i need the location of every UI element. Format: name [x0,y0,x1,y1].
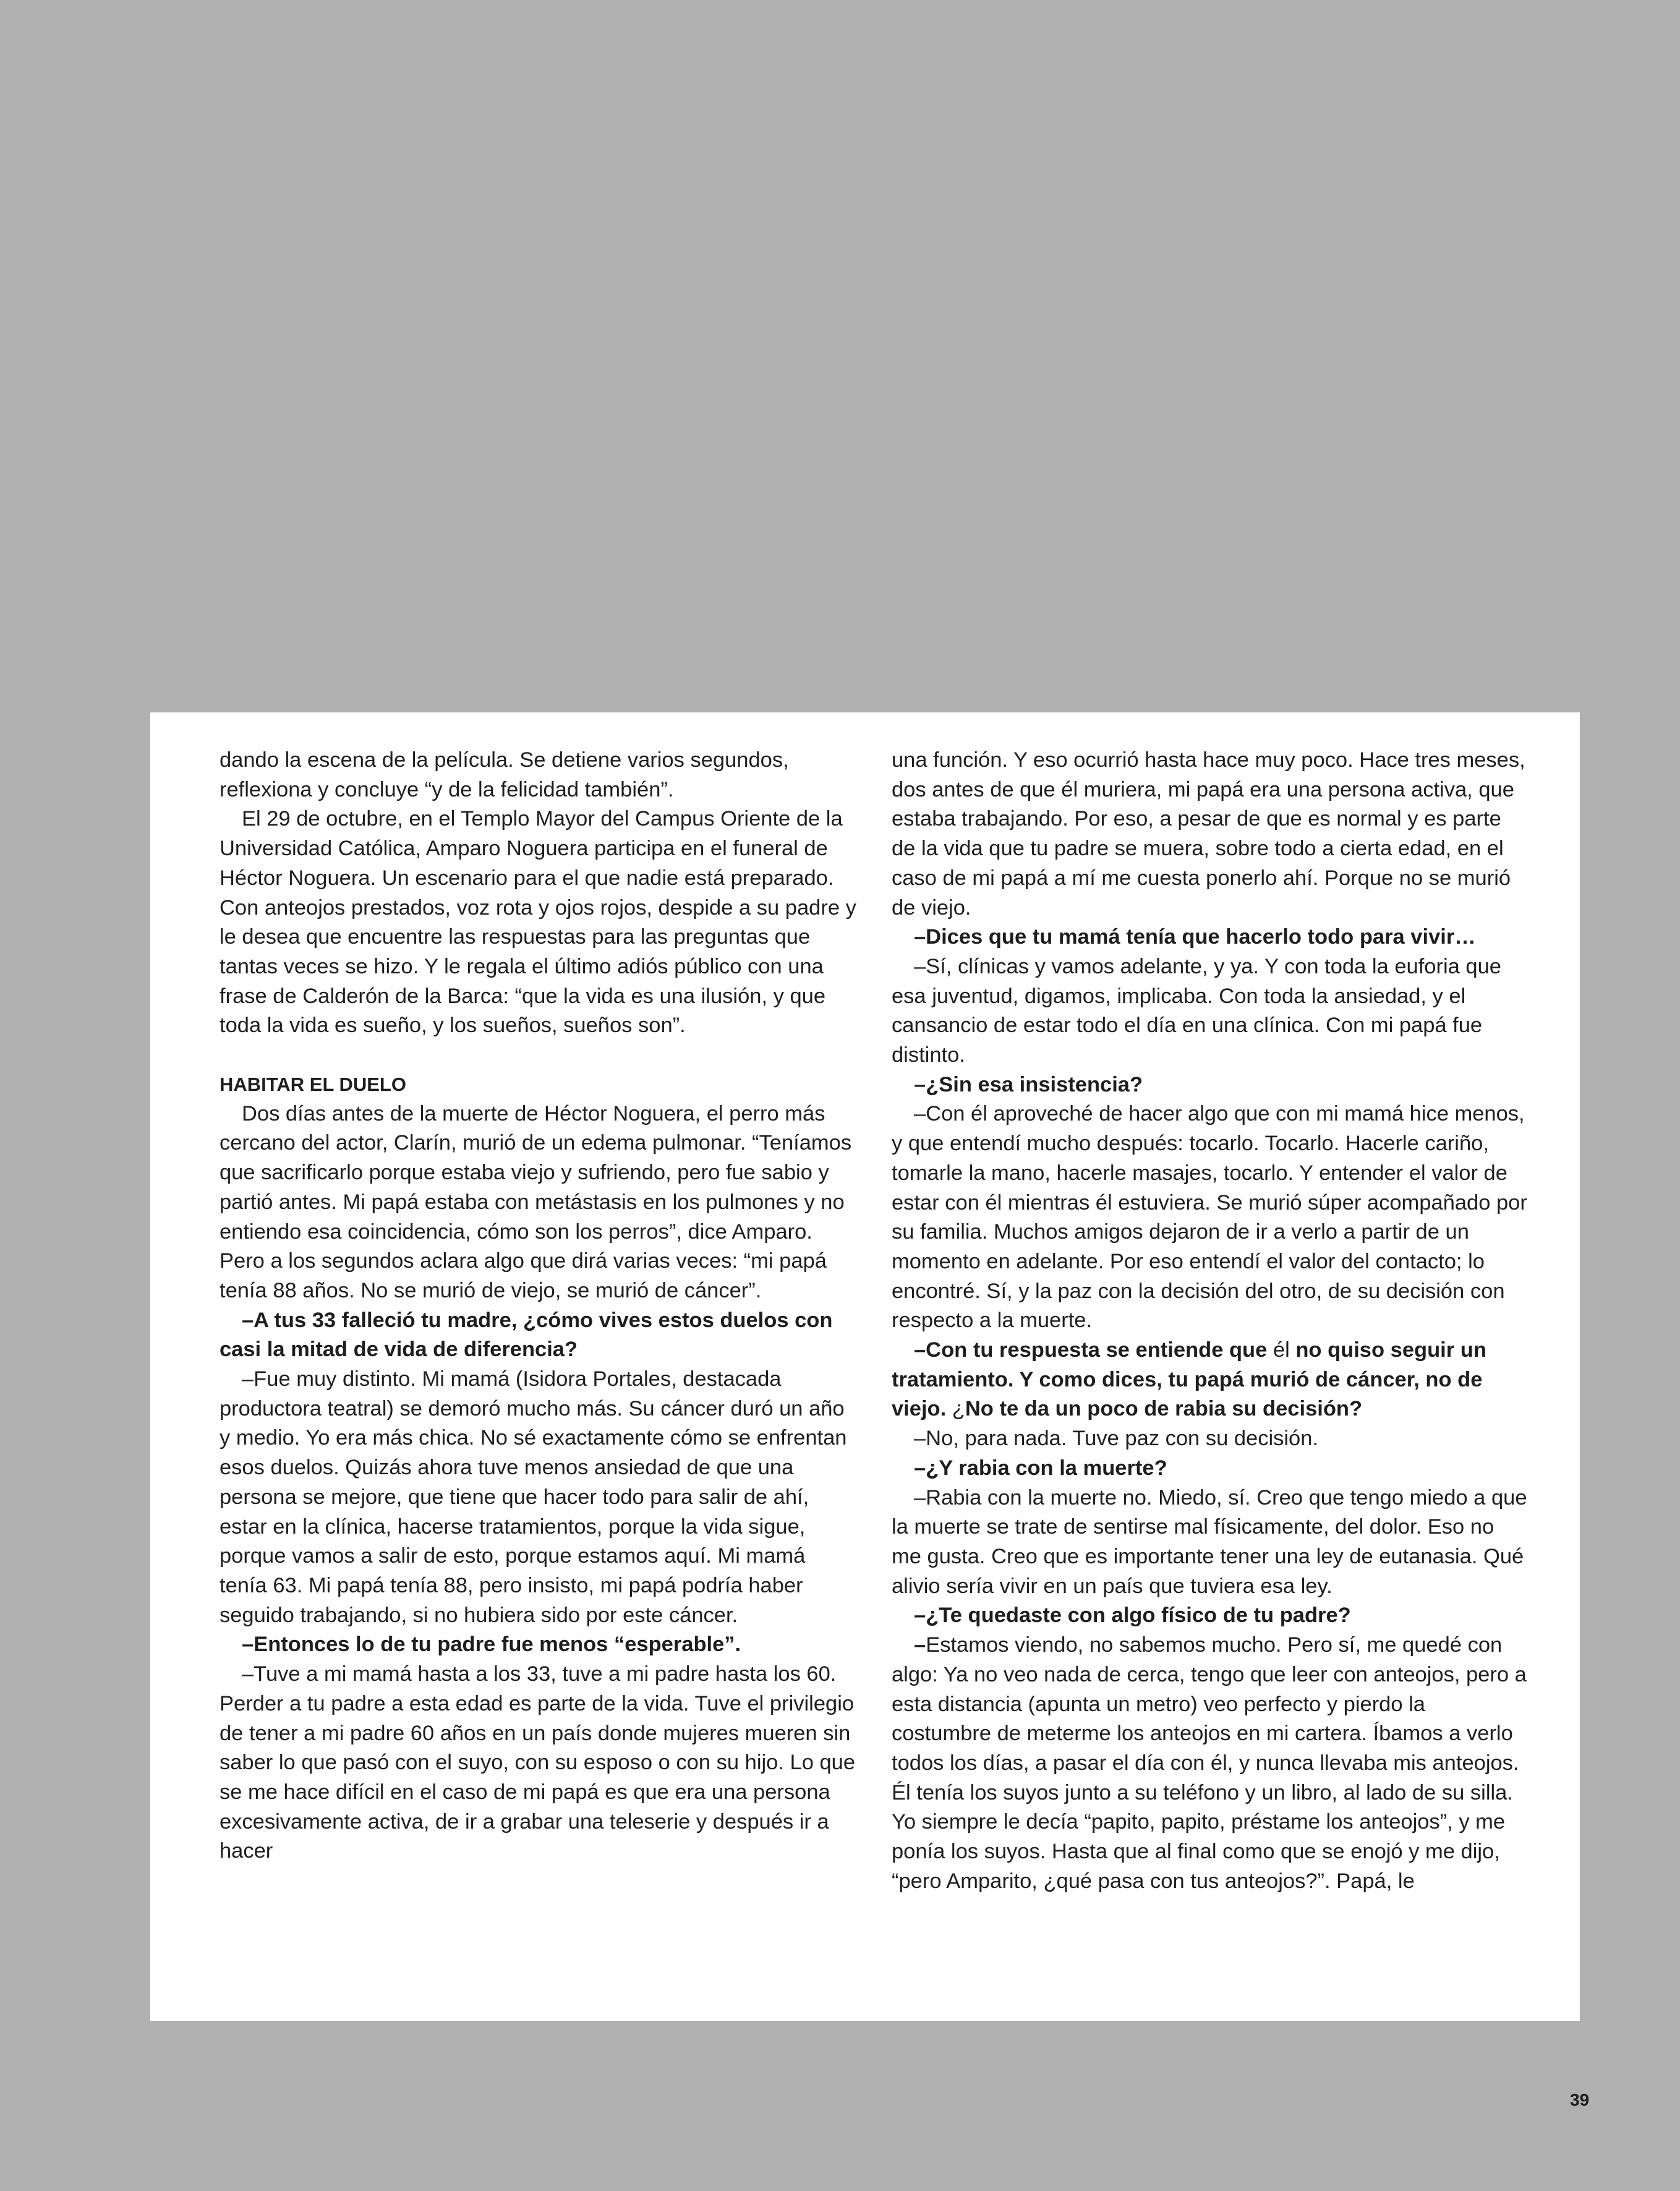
article-column-left [220,746,856,1866]
question-part: ¿ [946,1397,965,1421]
paragraph: una función. Y eso ocurrió hasta hace muy poco. Hace tres meses, dos antes de que él muriera, mi papá era una persona activa, que estaba trabajando. Por eso, a pesar de que es normal y es parte de la vida que tu padre se muera, sobre todo a cierta edad, en el caso de mi papá a mí me cuesta ponerlo ahí. Porque no se murió de viejo. [892,748,1525,920]
interview-question: –¿Te quedaste con algo físico de tu padre? [914,1604,1351,1628]
paragraph: dando la escena de la película. Se detiene varios segundos, reflexiona y concluye “y de la felicidad también”. [220,748,789,801]
article-column-right [892,746,1529,1896]
interview-question: –Entonces lo de tu padre fue menos “esperable”. [242,1633,741,1657]
interview-answer: –Tuve a mi mamá hasta a los 33, tuve a mi padre hasta los 60. Perder a tu padre a esta edad es parte de la vida. Tuve el privilegio de tener a mi padre 60 años en un país donde mujeres mueren sin saber lo que pasó con el suyo, con su esposo o con su hijo. Lo que se me hace difícil en el caso de mi papá es que era una persona excesivamente activa, de ir a grabar una teleserie y después ir a hacer [220,1662,856,1863]
photo-area [0,0,1680,712]
interview-question: –A tus 33 falleció tu madre, ¿cómo vives estos duelos con casi la mitad de vida de diferencia? [220,1308,833,1362]
interview-answer: –Rabia con la muerte no. Miedo, sí. Creo que tengo miedo a que la muerte se trate de sentirse mal físicamente, del dolor. Eso no me gusta. Creo que es importante tener una ley de eutanasia. Qué alivio sería vivir en un país que tuviera esa ley. [892,1485,1527,1598]
question-part: –Con tu respuesta se entiende que [914,1338,1268,1362]
article-panel [150,712,1580,2021]
question-part: No te da un poco de rabia su decisión? [965,1397,1363,1421]
answer-dash: – [914,1633,926,1657]
answer-text: Estamos viendo, no sabemos mucho. Pero sí, me quedé con algo: Ya no veo nada de cerca, tengo que leer con anteojos, pero a esta distancia (apunta un metro) veo perfecto y pierdo la costumbre de meterme los anteojos en mi cartera. Íbamos a verlo todos los días, a pasar el día con él, y nunca llevaba mis anteojos. Él tenía los suyos junto a su teléfono y un libro, al lado de su silla. Yo siempre le decía “papito, papito, préstame los anteojos”, y me ponía los suyos. Hasta que al final como que se enojó y me dijo, “pero Amparito, ¿qué pasa con tus anteojos?”. Papá, le [892,1633,1527,1893]
interview-question: –Dices que tu mamá tenía que hacerlo todo para vivir… [914,925,1476,949]
paragraph: El 29 de octubre, en el Templo Mayor del Campus Oriente de la Universidad Católica, Amparo Noguera participa en el funeral de Héctor Noguera. Un escenario para el que nadie está preparado. Con anteojos prestados, voz rota y ojos rojos, despide a su padre y le desea que encuentre las respuestas para las preguntas que tantas veces se hizo. Y le regala el último adiós público con una frase de Calderón de la Barca: “que la vida es una ilusión, y que toda la vida es sueño, y los sueños, sueños son”. [220,807,856,1038]
interview-question: –¿Sin esa insistencia? [914,1072,1143,1096]
interview-answer: –No, para nada. Tuve paz con su decisión. [914,1427,1319,1451]
interview-answer: –Fue muy distinto. Mi mamá (Isidora Portales, destacada productora teatral) se demoró mucho más. Su cáncer duró un año y medio. Yo era más chica. No sé exactamente cómo se enfrentan esos duelos. Quizás ahora tuve menos ansiedad de que una persona se mejore, que tiene que hacer todo para salir de ahí, estar en la clínica, hacerse tratamientos, porque la vida sigue, porque vamos a salir de esto, porque estamos aquí. Mi mamá tenía 63. Mi papá tenía 88, pero insisto, mi papá podría haber seguido trabajando, si no hubiera sido por este cáncer. [220,1367,847,1627]
interview-answer: –Sí, clínicas y vamos adelante, y ya. Y con toda la euforia que esa juventud, digamos, implicaba. Con toda la ansiedad, y el cansancio de estar todo el día en una clínica. Con mi papá fue distinto. [892,954,1501,1067]
question-part: él [1267,1338,1296,1362]
interview-question [892,1336,1529,1424]
section-heading: HABITAR EL DUELO [220,1074,406,1096]
page-number: 39 [1570,2090,1590,2109]
interview-answer [892,1631,1529,1896]
paragraph: Dos días antes de la muerte de Héctor Noguera, el perro más cercano del actor, Clarín, murió de un edema pulmonar. “Teníamos que sacrificarlo porque estaba viejo y sufriendo, pero fue sabio y partió antes. Mi papá estaba con metástasis en los pulmones y no entiendo esa coincidencia, cómo son los perros”, dice Amparo. Pero a los segundos aclara algo que dirá varias veces: “mi papá tenía 88 años. No se murió de viejo, se murió de cáncer”. [220,1101,852,1302]
interview-question: –¿Y rabia con la muerte? [914,1456,1167,1480]
interview-answer: –Con él aproveché de hacer algo que con mi mamá hice menos, y que entendí mucho después: tocarlo. Tocarlo. Hacerle cariño, tomarle la mano, hacerle masajes, tocarlo. Y entender el valor de estar con él mientras él estuviera. Se murió súper acompañado por su familia. Muchos amigos dejaron de ir a verlo a partir de un momento en adelante. Por eso entendí el valor del contacto; lo encontré. Sí, y la paz con la decisión del otro, de su decisión con respecto a la muerte. [892,1102,1527,1333]
question-part: no quiso seguir un tratamiento. Y como dices, tu papá murió de cáncer, no de viejo. [892,1338,1486,1421]
